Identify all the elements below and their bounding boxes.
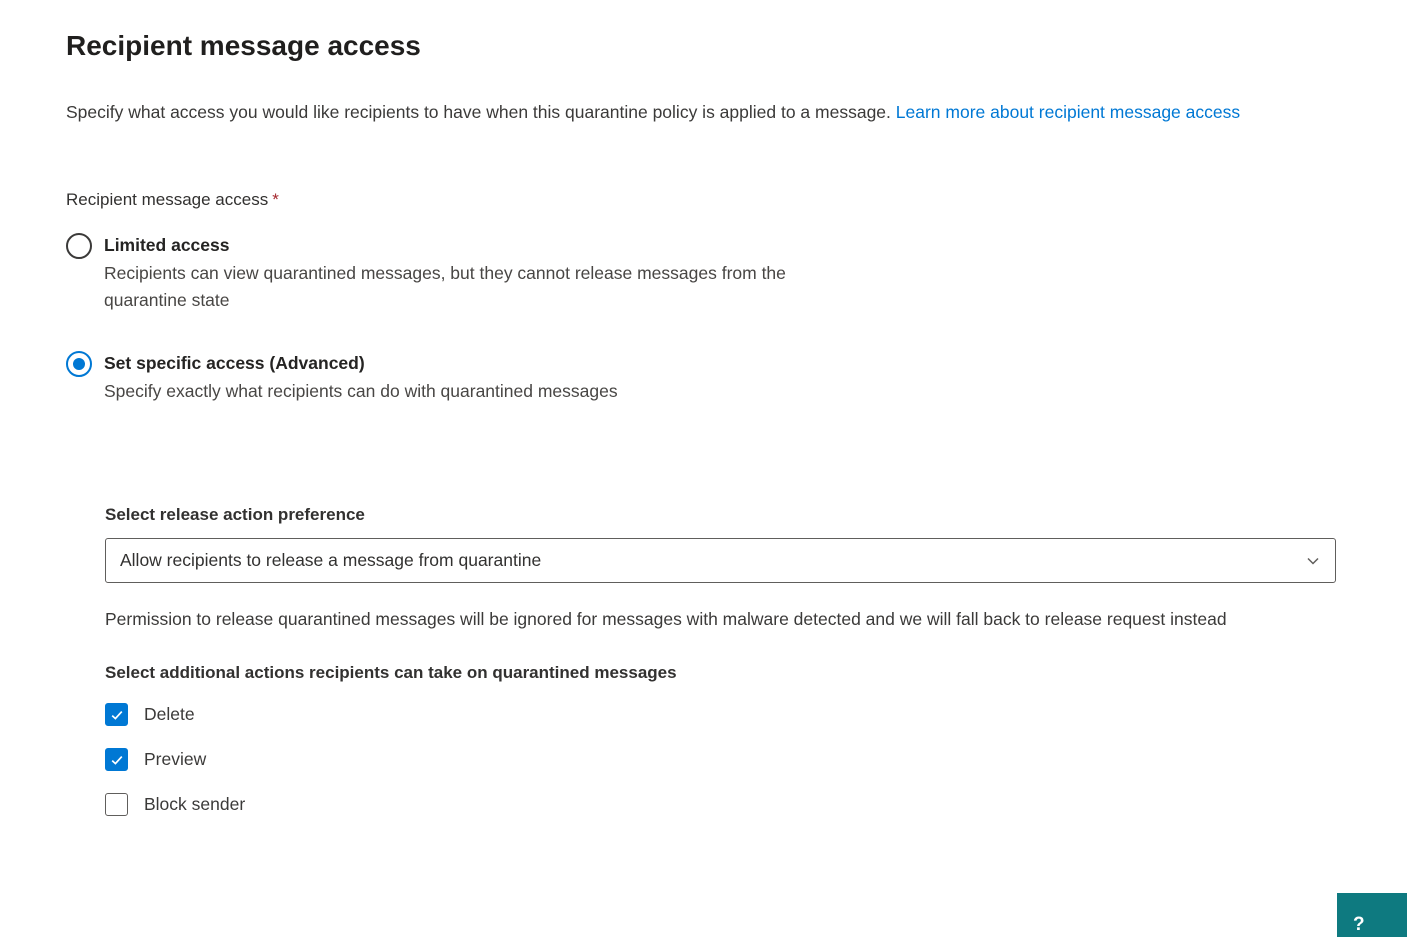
radio-limited-access-text (104, 233, 814, 314)
access-field-label (66, 189, 1397, 211)
advanced-access-subsection (105, 504, 1397, 816)
additional-actions-label: Select additional actions recipients can take on quarantined messages (105, 663, 677, 682)
recipient-message-access-page (0, 27, 1397, 935)
intro-text-body: Specify what access you would like recipients to have when this quarantine policy is applied to a message. (66, 102, 896, 122)
checkbox-delete-label[interactable]: Delete (144, 704, 195, 724)
help-button[interactable] (1337, 893, 1407, 937)
intro-text (66, 98, 1338, 127)
question-mark-icon: ? (1353, 914, 1365, 935)
checkbox-preview-label[interactable]: Preview (144, 749, 207, 769)
checkmark-icon (109, 752, 125, 768)
checkbox-block-sender-label[interactable]: Block sender (144, 794, 246, 814)
radio-option-limited-access (66, 233, 1397, 314)
access-field-label-text: Recipient message access (66, 190, 269, 209)
checkbox-row-preview (105, 748, 1397, 771)
radio-set-specific-access-label[interactable]: Set specific access (Advanced) (104, 353, 365, 373)
radio-set-specific-access-text (104, 351, 618, 405)
checkmark-icon (109, 707, 125, 723)
chevron-down-icon (1305, 553, 1321, 569)
radio-limited-access-label[interactable]: Limited access (104, 235, 230, 255)
checkbox-row-block-sender (105, 793, 1397, 816)
release-action-dropdown[interactable] (105, 538, 1336, 583)
recipient-access-radio-group (66, 233, 1397, 405)
learn-more-link[interactable]: Learn more about recipient message access (895, 102, 1241, 122)
radio-limited-access-description: Recipients can view quarantined messages, but they cannot release messages from the quarantine state (104, 263, 786, 310)
radio-limited-access[interactable] (66, 233, 92, 259)
checkbox-preview[interactable] (105, 748, 128, 771)
checkbox-block-sender[interactable] (105, 793, 128, 816)
release-preference-note: Permission to release quarantined messages will be ignored for messages with malware detected and we will fall back to release request instead (105, 609, 1227, 629)
radio-set-specific-access[interactable] (66, 351, 92, 377)
checkbox-row-delete (105, 703, 1397, 726)
radio-option-set-specific-access (66, 351, 1397, 405)
release-action-dropdown-value: Allow recipients to release a message from quarantine (120, 550, 542, 570)
required-asterisk: * (272, 190, 279, 209)
radio-set-specific-access-description: Specify exactly what recipients can do with quarantined messages (104, 381, 618, 401)
checkbox-delete[interactable] (105, 703, 128, 726)
release-preference-label: Select release action preference (105, 505, 365, 524)
page-title: Recipient message access (66, 30, 421, 61)
additional-actions-checkbox-list (105, 703, 1397, 816)
